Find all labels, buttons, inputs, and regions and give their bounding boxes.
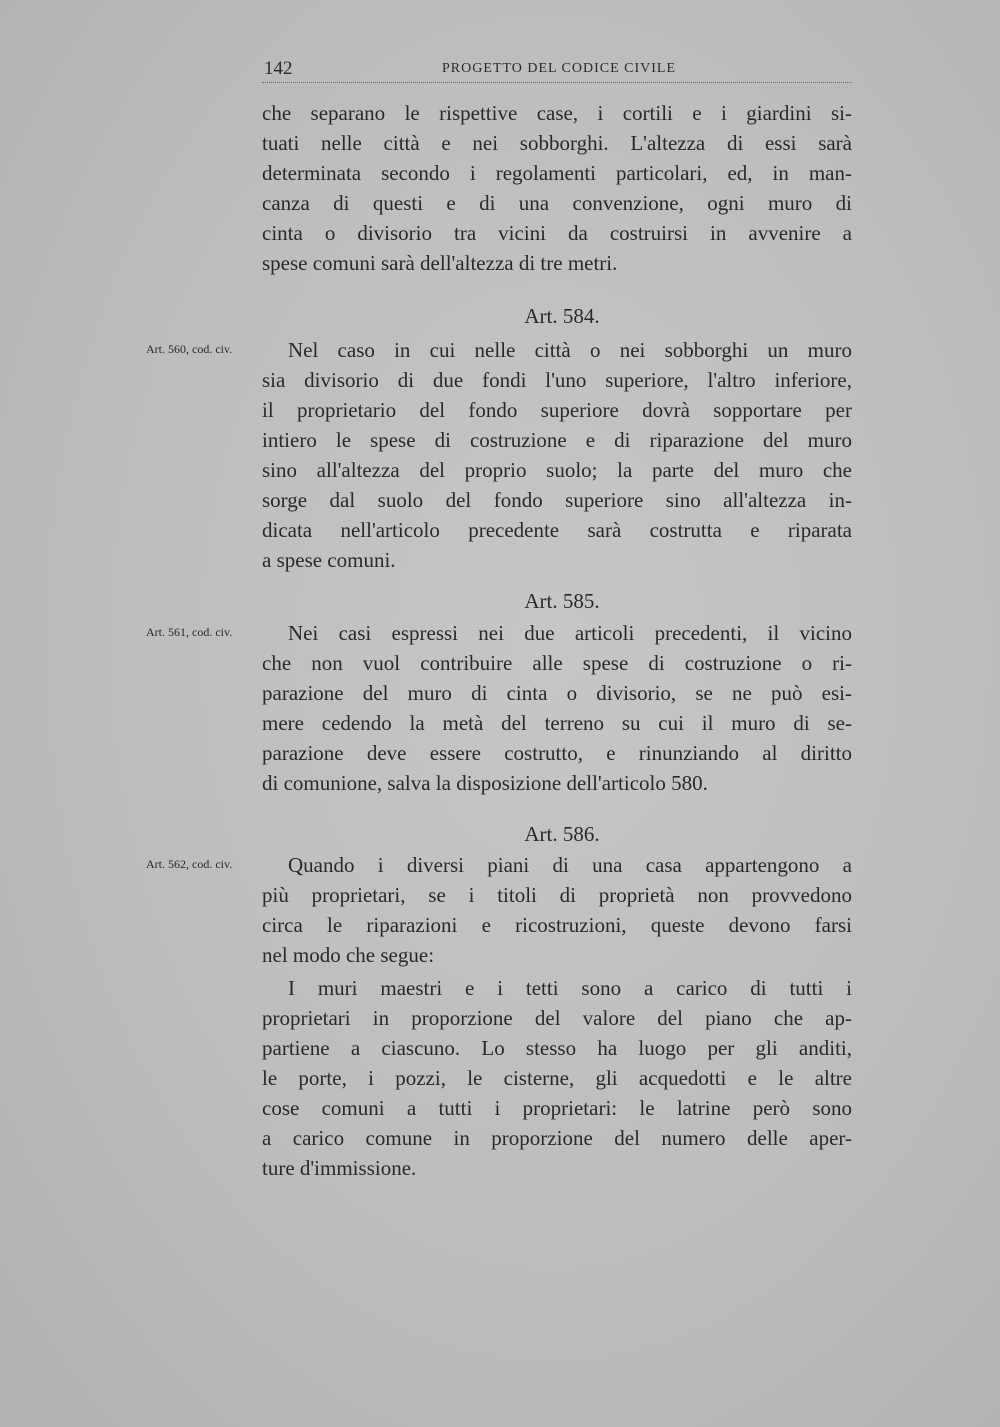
article-heading: Art. 585. xyxy=(524,589,600,613)
text-line: più proprietari, se i titoli di proprietà non provvedono xyxy=(262,883,852,907)
text-line: cinta o divisorio tra vicini da costruirsi in avvenire a xyxy=(262,221,852,245)
text-line: partiene a ciascuno. Lo stesso ha luogo per gli anditi, xyxy=(262,1036,852,1060)
text-line: parazione deve essere costrutto, e rinunziando al diritto xyxy=(262,741,852,765)
text-line: dicata nell'articolo precedente sarà costrutta e riparata xyxy=(262,518,852,542)
text-line: a carico comune in proporzione del numero delle aper- xyxy=(262,1126,852,1150)
text-line: di comunione, salva la disposizione dell'articolo 580. xyxy=(262,771,708,795)
running-head xyxy=(262,58,852,83)
text-line: ture d'immissione. xyxy=(262,1156,417,1180)
margin-note: Art. 561, cod. civ. xyxy=(146,625,233,639)
text-line: Nel caso in cui nelle città o nei sobborghi un muro xyxy=(288,338,852,362)
text-line: cose comuni a tutti i proprietari: le latrine però sono xyxy=(262,1096,852,1120)
text-line: determinata secondo i regolamenti particolari, ed, in man- xyxy=(262,161,852,185)
margin-note: Art. 560, cod. civ. xyxy=(146,342,233,356)
text-line: che non vuol contribuire alle spese di costruzione o ri- xyxy=(262,651,852,675)
text-line: sino all'altezza del proprio suolo; la parte del muro che xyxy=(262,458,852,482)
text-line: I muri maestri e i tetti sono a carico di tutti i xyxy=(288,976,852,1000)
text-line: canza di questi e di una convenzione, ogni muro di xyxy=(262,191,852,215)
text-line: sorge dal suolo del fondo superiore sino all'altezza in- xyxy=(262,488,852,512)
text-line: Quando i diversi piani di una casa appartengono a xyxy=(288,853,852,877)
text-line: a spese comuni. xyxy=(262,548,396,572)
text-line: tuati nelle città e nei sobborghi. L'altezza di essi sarà xyxy=(262,131,852,155)
text-line: il proprietario del fondo superiore dovrà sopportare per xyxy=(262,398,852,422)
text-line: le porte, i pozzi, le cisterne, gli acquedotti e le altre xyxy=(262,1066,852,1090)
page-number: 142 xyxy=(264,58,293,79)
running-title: PROGETTO DEL CODICE CIVILE xyxy=(442,61,677,76)
text-line: nel modo che segue: xyxy=(262,943,435,967)
text-line: spese comuni sarà dell'altezza di tre metri. xyxy=(262,251,618,275)
article-heading: Art. 584. xyxy=(524,304,600,328)
text-line: Nei casi espressi nei due articoli precedenti, il vicino xyxy=(288,621,852,645)
text-line: parazione del muro di cinta o divisorio, se ne può esi- xyxy=(262,681,852,705)
text-line: intiero le spese di costruzione e di riparazione del muro xyxy=(262,428,852,452)
text-line: che separano le rispettive case, i cortili e i giardini si- xyxy=(262,101,852,125)
margin-note: Art. 562, cod. civ. xyxy=(146,857,233,871)
text-line: sia divisorio di due fondi l'uno superiore, l'altro inferiore, xyxy=(262,368,852,392)
article-heading: Art. 586. xyxy=(524,822,600,846)
text-line: proprietari in proporzione del valore del piano che ap- xyxy=(262,1006,852,1030)
text-line: mere cedendo la metà del terreno su cui il muro di se- xyxy=(262,711,852,735)
text-line: circa le riparazioni e ricostruzioni, queste devono farsi xyxy=(262,913,852,937)
